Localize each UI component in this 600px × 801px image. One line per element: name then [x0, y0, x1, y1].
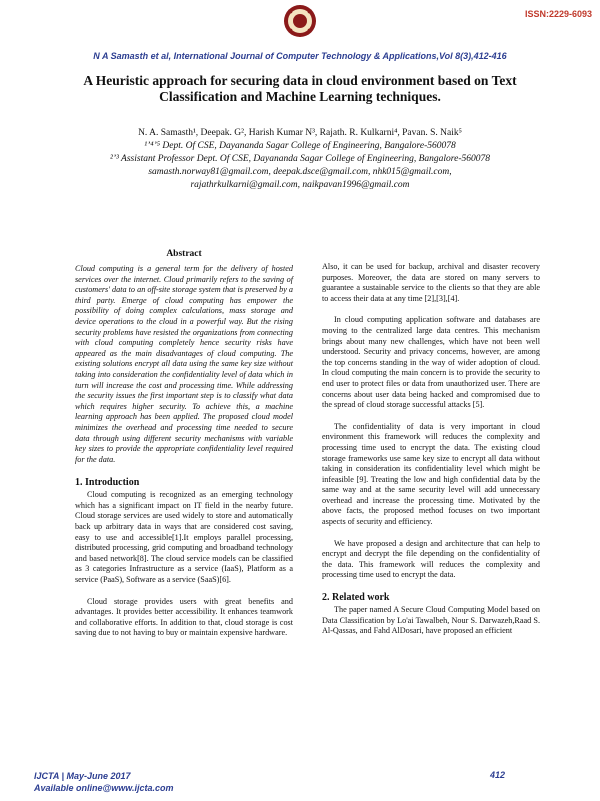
- affiliation-2: ²ʼ³ Assistant Professor Dept. Of CSE, Dayananda Sagar College of Engineering, Bangalore-560078: [109, 154, 491, 164]
- left-column: [75, 249, 293, 639]
- abstract-text: Cloud computing is a general term for the delivery of hosted services over the internet. Cloud primarily refers to the saving of customers' data to an off-site storage system that is preserved by a third party. Emerge of cloud computing has empower the possibility of doing complex calculations, mass storage and device operations to the cloud in a powerful way. But the rising security problems have resisted the organizations from connecting with cloud computing completely hence security risks have appeared as the main disadvantages of cloud computing. The existing solutions encrypt all data using the same key size without taking into consideration the confidentiality level of data which in turn will increase the cost and processing time. While addressing the security issues the first important step is to classify what data which requires higher security. To achieve this, a machine learning approach has been applied. The proposed cloud model minimizes the overhead and processing time needed to secure data through using different security mechanisms with variable key sizes to provide the appropriate confidentiality level required for the data.: [75, 264, 293, 464]
- author-emails-1: samasth.norway81@gmail.com, deepak.dsce@gmail.com, nhk015@gmail.com,: [148, 167, 452, 177]
- intro-paragraph-6: We have proposed a design and architecture that can help to encrypt and decrypt the file depending on the confidentiality of the data. This framework will reduces the complexity and processing time used to encrypt the data.: [322, 538, 540, 580]
- journal-citation: N A Samasth et al, International Journal of Computer Technology & Applications,Vol 8(3),412-416: [93, 51, 507, 61]
- footer-availability-link[interactable]: Available online@www.ijcta.com: [34, 783, 174, 793]
- right-column: [322, 262, 540, 637]
- intro-paragraph-1: Cloud computing is recognized as an emerging technology which has a significant impact on IT field in the nearby future. Cloud storage services are used widely to store and automatically back up arbitrary data in ways that are considered cost saving, easy to use and accessible[1].It employs parallel processing, distributed processing, grid computing and broadband technology and based network[8]. The cloud service models can be classified as 3 categories Infrastructure as a service (IaaS), Platform as a service (PaaS), Software as a service (SaaS)[6].: [75, 490, 293, 585]
- issn-label: ISSN:2229-6093: [524, 9, 592, 19]
- author-list: N. A. Samasth¹, Deepak. G², Harish Kumar N³, Rajath. R. Kulkarni⁴, Pavan. S. Naik⁵: [138, 128, 462, 138]
- author-emails-2: rajathrkulkarni@gmail.com, naikpavan1996@gmail.com: [190, 180, 410, 190]
- intro-paragraph-5: The confidentiality of data is very important in cloud environment this framework will reduces the complexity and processing time used to encrypt the data. The existing cloud storage frameworks use same key size to encrypt all data without taking in consideration its confidentiality level which might be infeasible [9]. Treating the low and high confidential data by the same way and at the same security level will add unnecessary overhead and increase the processing time. Motivated by the above facts, the proposed method focuses on two important aspects of security and efficiency.: [322, 421, 540, 527]
- footer-issue: IJCTA | May-June 2017: [34, 771, 131, 781]
- affiliation-1: ¹ʼ⁴ʼ⁵ Dept. Of CSE, Dayananda Sagar College of Engineering, Bangalore-560078: [144, 141, 456, 151]
- journal-seal-icon: [283, 4, 317, 38]
- paper-title: A Heuristic approach for securing data in cloud environment based on Text Classification and Machine Learning techniques.: [83, 73, 517, 104]
- abstract-heading: Abstract: [166, 249, 202, 259]
- related-paragraph-1: The paper named A Secure Cloud Computing Model based on Data Classification by Lo'ai Tawalbeh, Nour S. Darwazeh,Raad S. Al-Qassas, and Fahd AlDosari, have proposed an efficient: [322, 605, 540, 636]
- page-number: 412: [489, 770, 505, 780]
- intro-paragraph-4: In cloud computing application software and databases are moving to the centralized large data centres. This mechanism brings about many new challenges, which have not been well understood. Security and privacy concerns, however, are among the top concerns standing in the way of wider adoption of cloud. In cloud computing the main concern is to provide the security to end user to protect files or data from unauthorized user. There are concerns about user data being hacked and compromised due to the spread of cloud storage successful attacks [5].: [322, 315, 540, 410]
- intro-paragraph-2: Cloud storage provides users with great benefits and advantages. It provides better accessibility. It enhances teamwork and collaborative efforts. In addition to that, cloud storage is cost saving due to not having to buy or maintain expensive hardware.: [75, 596, 293, 638]
- journal-logo: [283, 4, 317, 38]
- footer-journal: [34, 770, 173, 794]
- introduction-heading: 1. Introduction: [75, 477, 140, 489]
- related-work-heading: 2. Related work: [322, 592, 390, 604]
- intro-paragraph-3: Also, it can be used for backup, archival and disaster recovery purposes. Moreover, the data are stored on many servers to guarantee a sustainable service to the clients so that they are able to access their data at any time [2],[3],[4].: [322, 262, 540, 303]
